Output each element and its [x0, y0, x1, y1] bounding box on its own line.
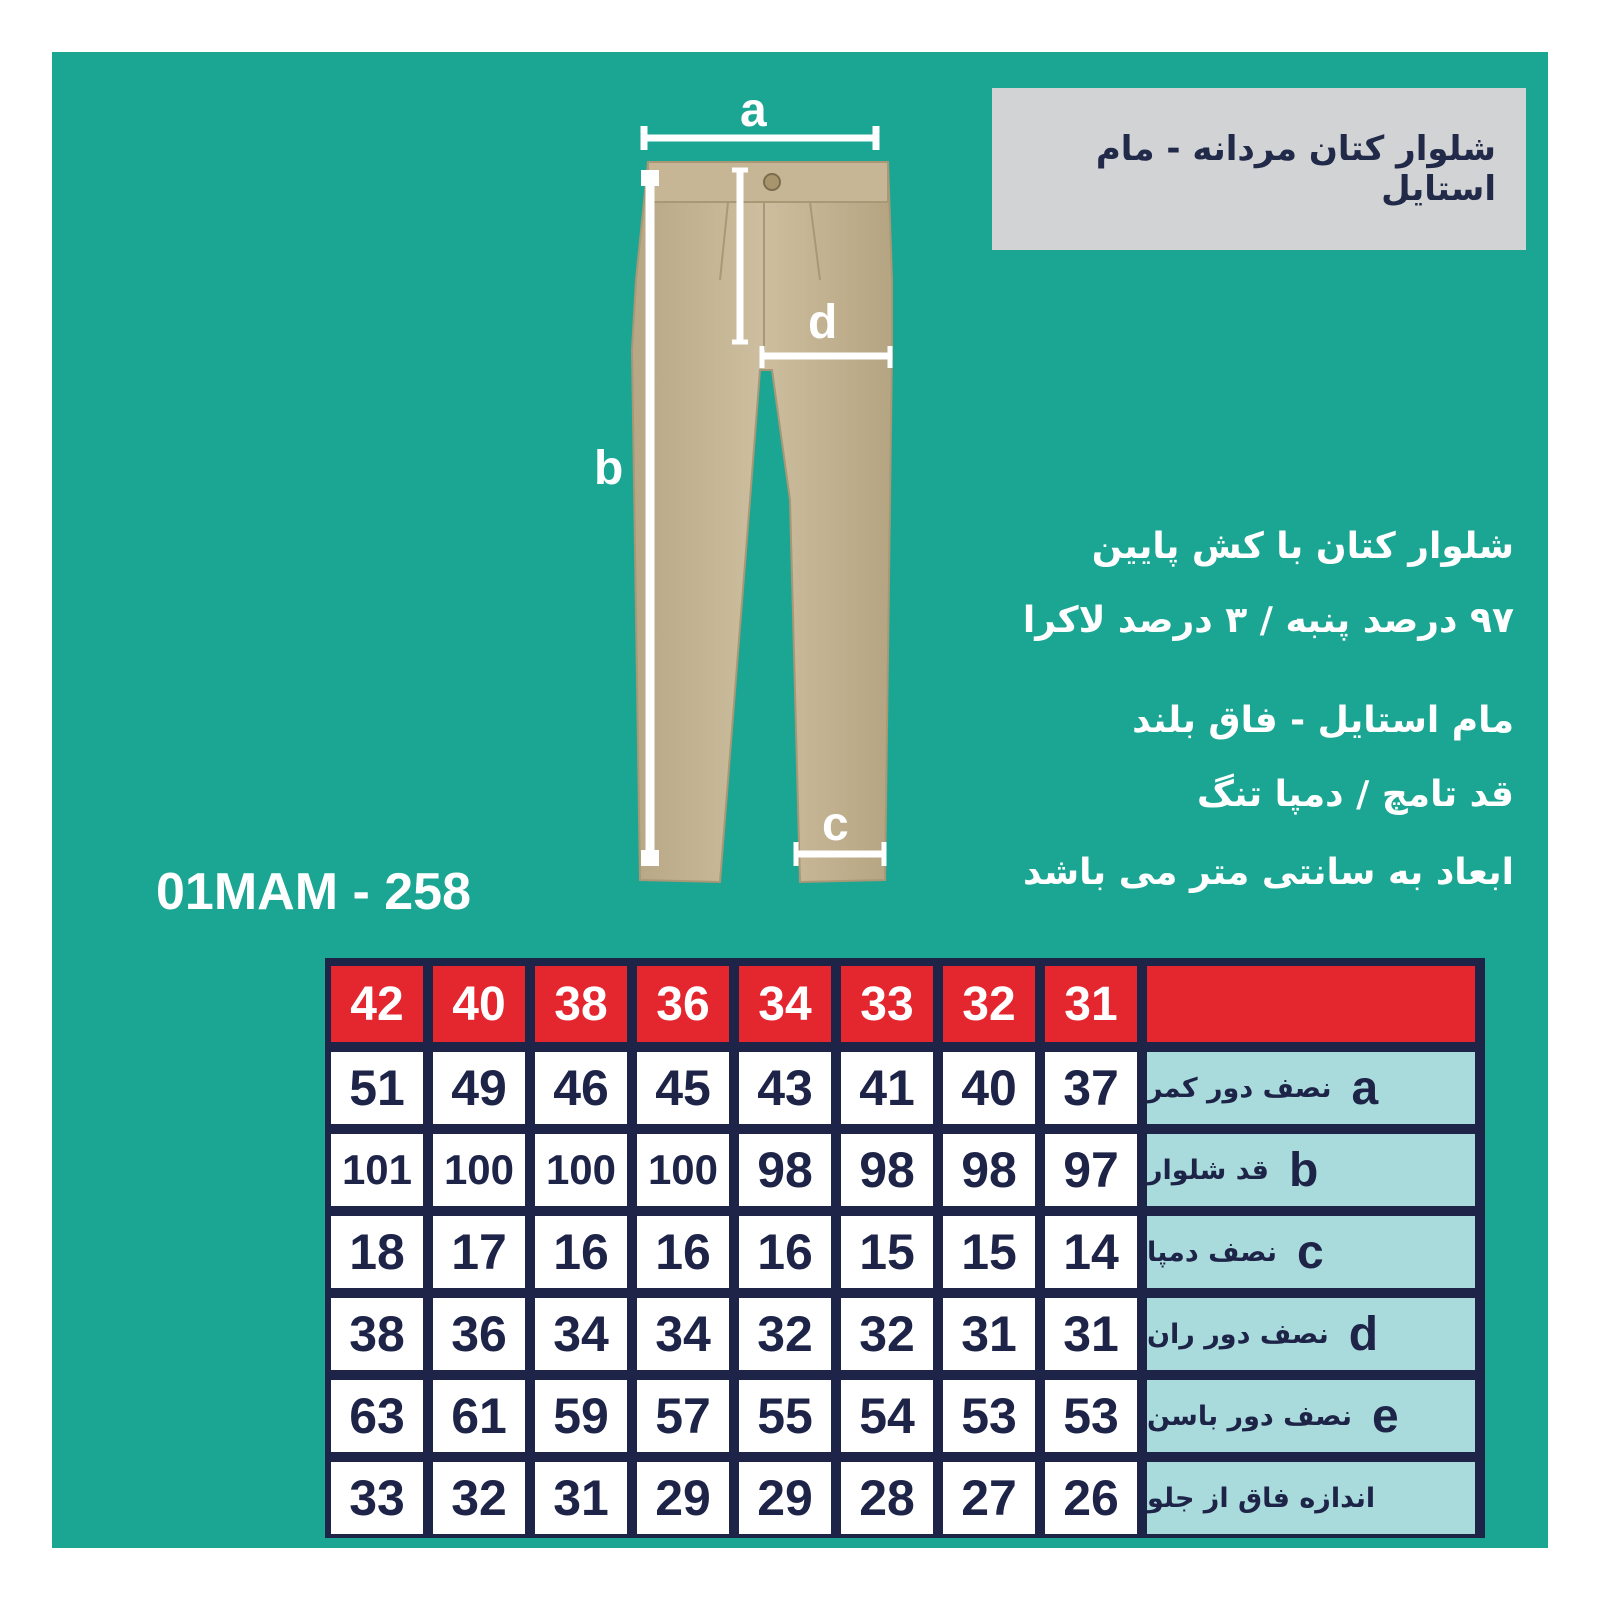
table-cell: 101: [331, 1134, 423, 1206]
row-label-text: قد شلوار: [1147, 1154, 1269, 1186]
table-cell: 27: [943, 1462, 1035, 1534]
description-line-5: ابعاد به سانتی متر می باشد: [1022, 852, 1514, 893]
pants-image: [632, 162, 892, 882]
table-cell: 98: [739, 1134, 831, 1206]
size-header-cell: 40: [433, 966, 525, 1042]
table-cell: 100: [535, 1134, 627, 1206]
row-label-cell: [1147, 1134, 1475, 1206]
table-cell: 33: [331, 1462, 423, 1534]
label-b: b: [594, 442, 624, 495]
row-label-cell: [1147, 1298, 1475, 1370]
table-cell: 38: [331, 1298, 423, 1370]
table-cell: 17: [433, 1216, 525, 1288]
table-cell: 51: [331, 1052, 423, 1124]
row-label-text: اندازه فاق از جلو: [1147, 1482, 1376, 1514]
table-cell: 59: [535, 1380, 627, 1452]
table-cell: 31: [943, 1298, 1035, 1370]
table-cell: 32: [739, 1298, 831, 1370]
description-line-2: ۹۷ درصد پنبه / ۳ درصد لاکرا: [1022, 600, 1514, 641]
table-cell: 61: [433, 1380, 525, 1452]
table-cell: 15: [943, 1216, 1035, 1288]
table-cell: 100: [433, 1134, 525, 1206]
product-code: 01MAM - 258: [156, 863, 471, 921]
table-cell: 36: [433, 1298, 525, 1370]
size-header-cell: 36: [637, 966, 729, 1042]
table-cell: 18: [331, 1216, 423, 1288]
row-label-cell: [1147, 1216, 1475, 1288]
table-cell: 29: [637, 1462, 729, 1534]
table-cell: 14: [1045, 1216, 1137, 1288]
table-cell: 97: [1045, 1134, 1137, 1206]
table-cell: 16: [739, 1216, 831, 1288]
pants-diagram: [594, 80, 940, 910]
table-cell: 53: [1045, 1380, 1137, 1452]
row-label-text: نصف دور ران: [1147, 1318, 1329, 1350]
description-line-4: قد تامچ / دمپا تنگ: [1197, 774, 1514, 815]
table-cell: 49: [433, 1052, 525, 1124]
table-cell: 34: [637, 1298, 729, 1370]
table-cell: 31: [535, 1462, 627, 1534]
table-cell: 40: [943, 1052, 1035, 1124]
table-cell: 34: [535, 1298, 627, 1370]
row-letter: b: [1288, 1143, 1319, 1197]
table-cell: 32: [433, 1462, 525, 1534]
table-cell: 57: [637, 1380, 729, 1452]
table-cell: 54: [841, 1380, 933, 1452]
button-icon: [764, 174, 780, 190]
table-cell: 16: [535, 1216, 627, 1288]
table-cell: 28: [841, 1462, 933, 1534]
table-cell: 32: [841, 1298, 933, 1370]
size-header-cell: 33: [841, 966, 933, 1042]
title-box: [992, 88, 1526, 250]
table-cell: 37: [1045, 1052, 1137, 1124]
label-a: a: [740, 84, 767, 137]
row-letter: d: [1348, 1307, 1379, 1361]
label-d: d: [808, 296, 838, 349]
size-header-cell: 34: [739, 966, 831, 1042]
row-letter: e: [1372, 1389, 1399, 1443]
row-label-text: نصف دور باسن: [1147, 1400, 1353, 1432]
table-cell: 46: [535, 1052, 627, 1124]
label-c: c: [822, 798, 849, 851]
table-cell: 55: [739, 1380, 831, 1452]
size-header-cell: 31: [1045, 966, 1137, 1042]
size-header-cell: 32: [943, 966, 1035, 1042]
page-title: شلوار کتان مردانه - مام استایل: [1095, 129, 1496, 209]
row-label-cell: [1147, 1462, 1475, 1534]
table-cell: 29: [739, 1462, 831, 1534]
table-cell: 16: [637, 1216, 729, 1288]
row-label-cell: [1147, 1052, 1475, 1124]
size-header-cell: 38: [535, 966, 627, 1042]
row-letter: a: [1351, 1061, 1379, 1115]
table-cell: 53: [943, 1380, 1035, 1452]
table-cell: 98: [841, 1134, 933, 1206]
table-cell: 26: [1045, 1462, 1137, 1534]
row-label-text: نصف دور کمر: [1147, 1072, 1332, 1104]
table-cell: 63: [331, 1380, 423, 1452]
size-header-cell: 42: [331, 966, 423, 1042]
table-cell: 43: [739, 1052, 831, 1124]
row-label-cell: [1147, 1380, 1475, 1452]
table-cell: 45: [637, 1052, 729, 1124]
row-letter: c: [1297, 1225, 1324, 1279]
table-cell: 98: [943, 1134, 1035, 1206]
description-line-3: مام استایل - فاق بلند: [1132, 700, 1514, 741]
row-label-text: نصف دمپا: [1147, 1236, 1278, 1268]
table-cell: 100: [637, 1134, 729, 1206]
table-cell: 41: [841, 1052, 933, 1124]
label-header-cell: [1147, 966, 1475, 1042]
table-cell: 31: [1045, 1298, 1137, 1370]
table-cell: 15: [841, 1216, 933, 1288]
size-table: [325, 958, 1485, 1538]
description-line-1: شلوار کتان با کش پایین: [1091, 526, 1514, 567]
